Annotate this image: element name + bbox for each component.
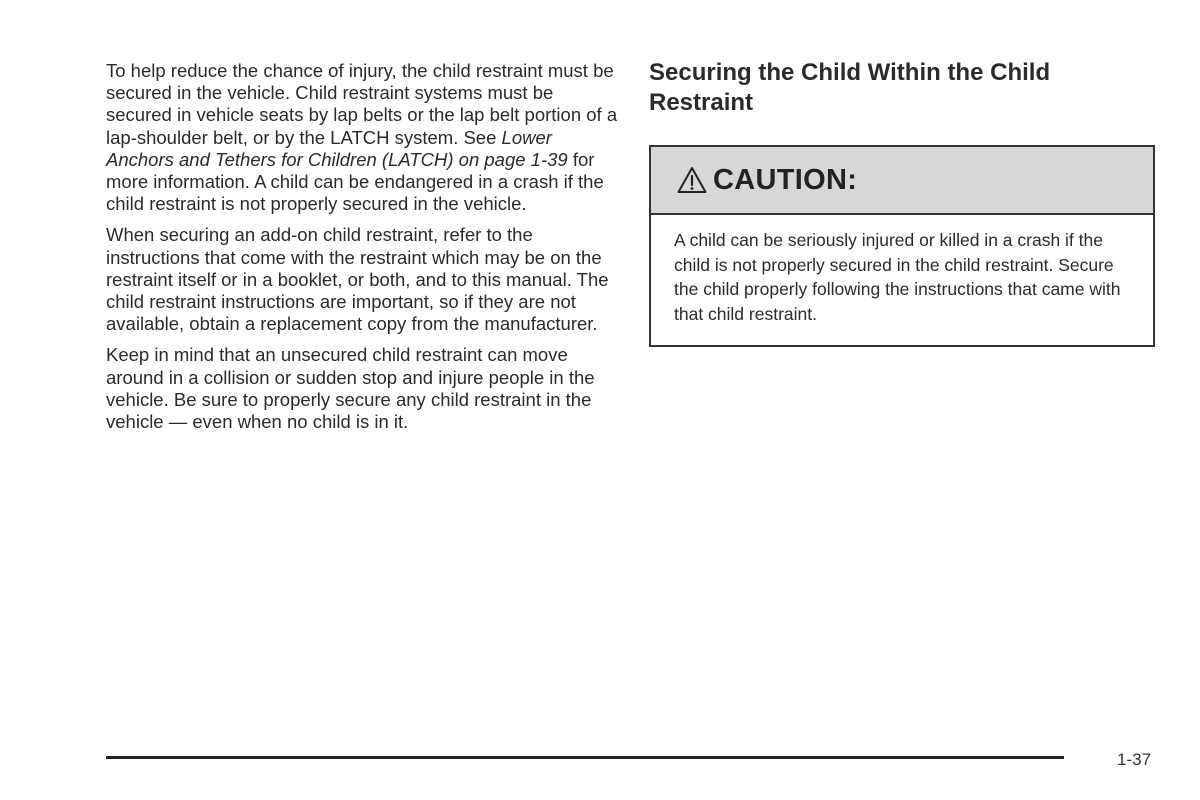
warning-triangle-icon <box>677 166 707 194</box>
section-title: Securing the Child Within the Child Restraint <box>649 59 1051 116</box>
left-column <box>106 60 621 442</box>
caution-header <box>651 147 1153 215</box>
body-paragraph-add-on-restraint: When securing an add-on child restraint, refer to the instructions that come with the restraint which may be on the restraint itself or in a booklet, or both, and to this manual. The child restraint instructions are important, so if they are not available, obtain a replacement copy from the manufacturer. <box>106 224 609 335</box>
paragraph-text: for more information. A child can be endangered in a crash if the child restraint is not properly secured in the vehicle. <box>106 148 604 215</box>
caution-body: A child can be seriously injured or killed in a crash if the child is not properly secured in the child restraint. Secure the child properly following the instructions that came with that child restraint. <box>674 230 1121 324</box>
caution-title: CAUTION: <box>713 163 858 196</box>
footer-rule <box>106 756 1064 759</box>
body-paragraph-unsecured-restraint: Keep in mind that an unsecured child restraint can move around in a collision or sudden stop and injure people in the vehicle. Be sure to properly secure any child restraint in the vehicle — even when no child is in it. <box>106 344 595 433</box>
paragraph-text: To help reduce the chance of injury, the child restraint must be secured in the vehicle. Child restraint systems must be secured in vehicle seats by lap belts or the lap belt portion of a lap-shoulder belt, or by the LATCH system. See <box>106 60 618 148</box>
body-paragraph-latch <box>106 60 621 215</box>
page-number: 1-37 <box>1117 750 1152 769</box>
right-column <box>649 58 1155 347</box>
cross-reference-link[interactable]: Lower Anchors and Tethers for Children (LATCH) on page 1-39 <box>106 126 568 170</box>
caution-box <box>649 145 1155 347</box>
